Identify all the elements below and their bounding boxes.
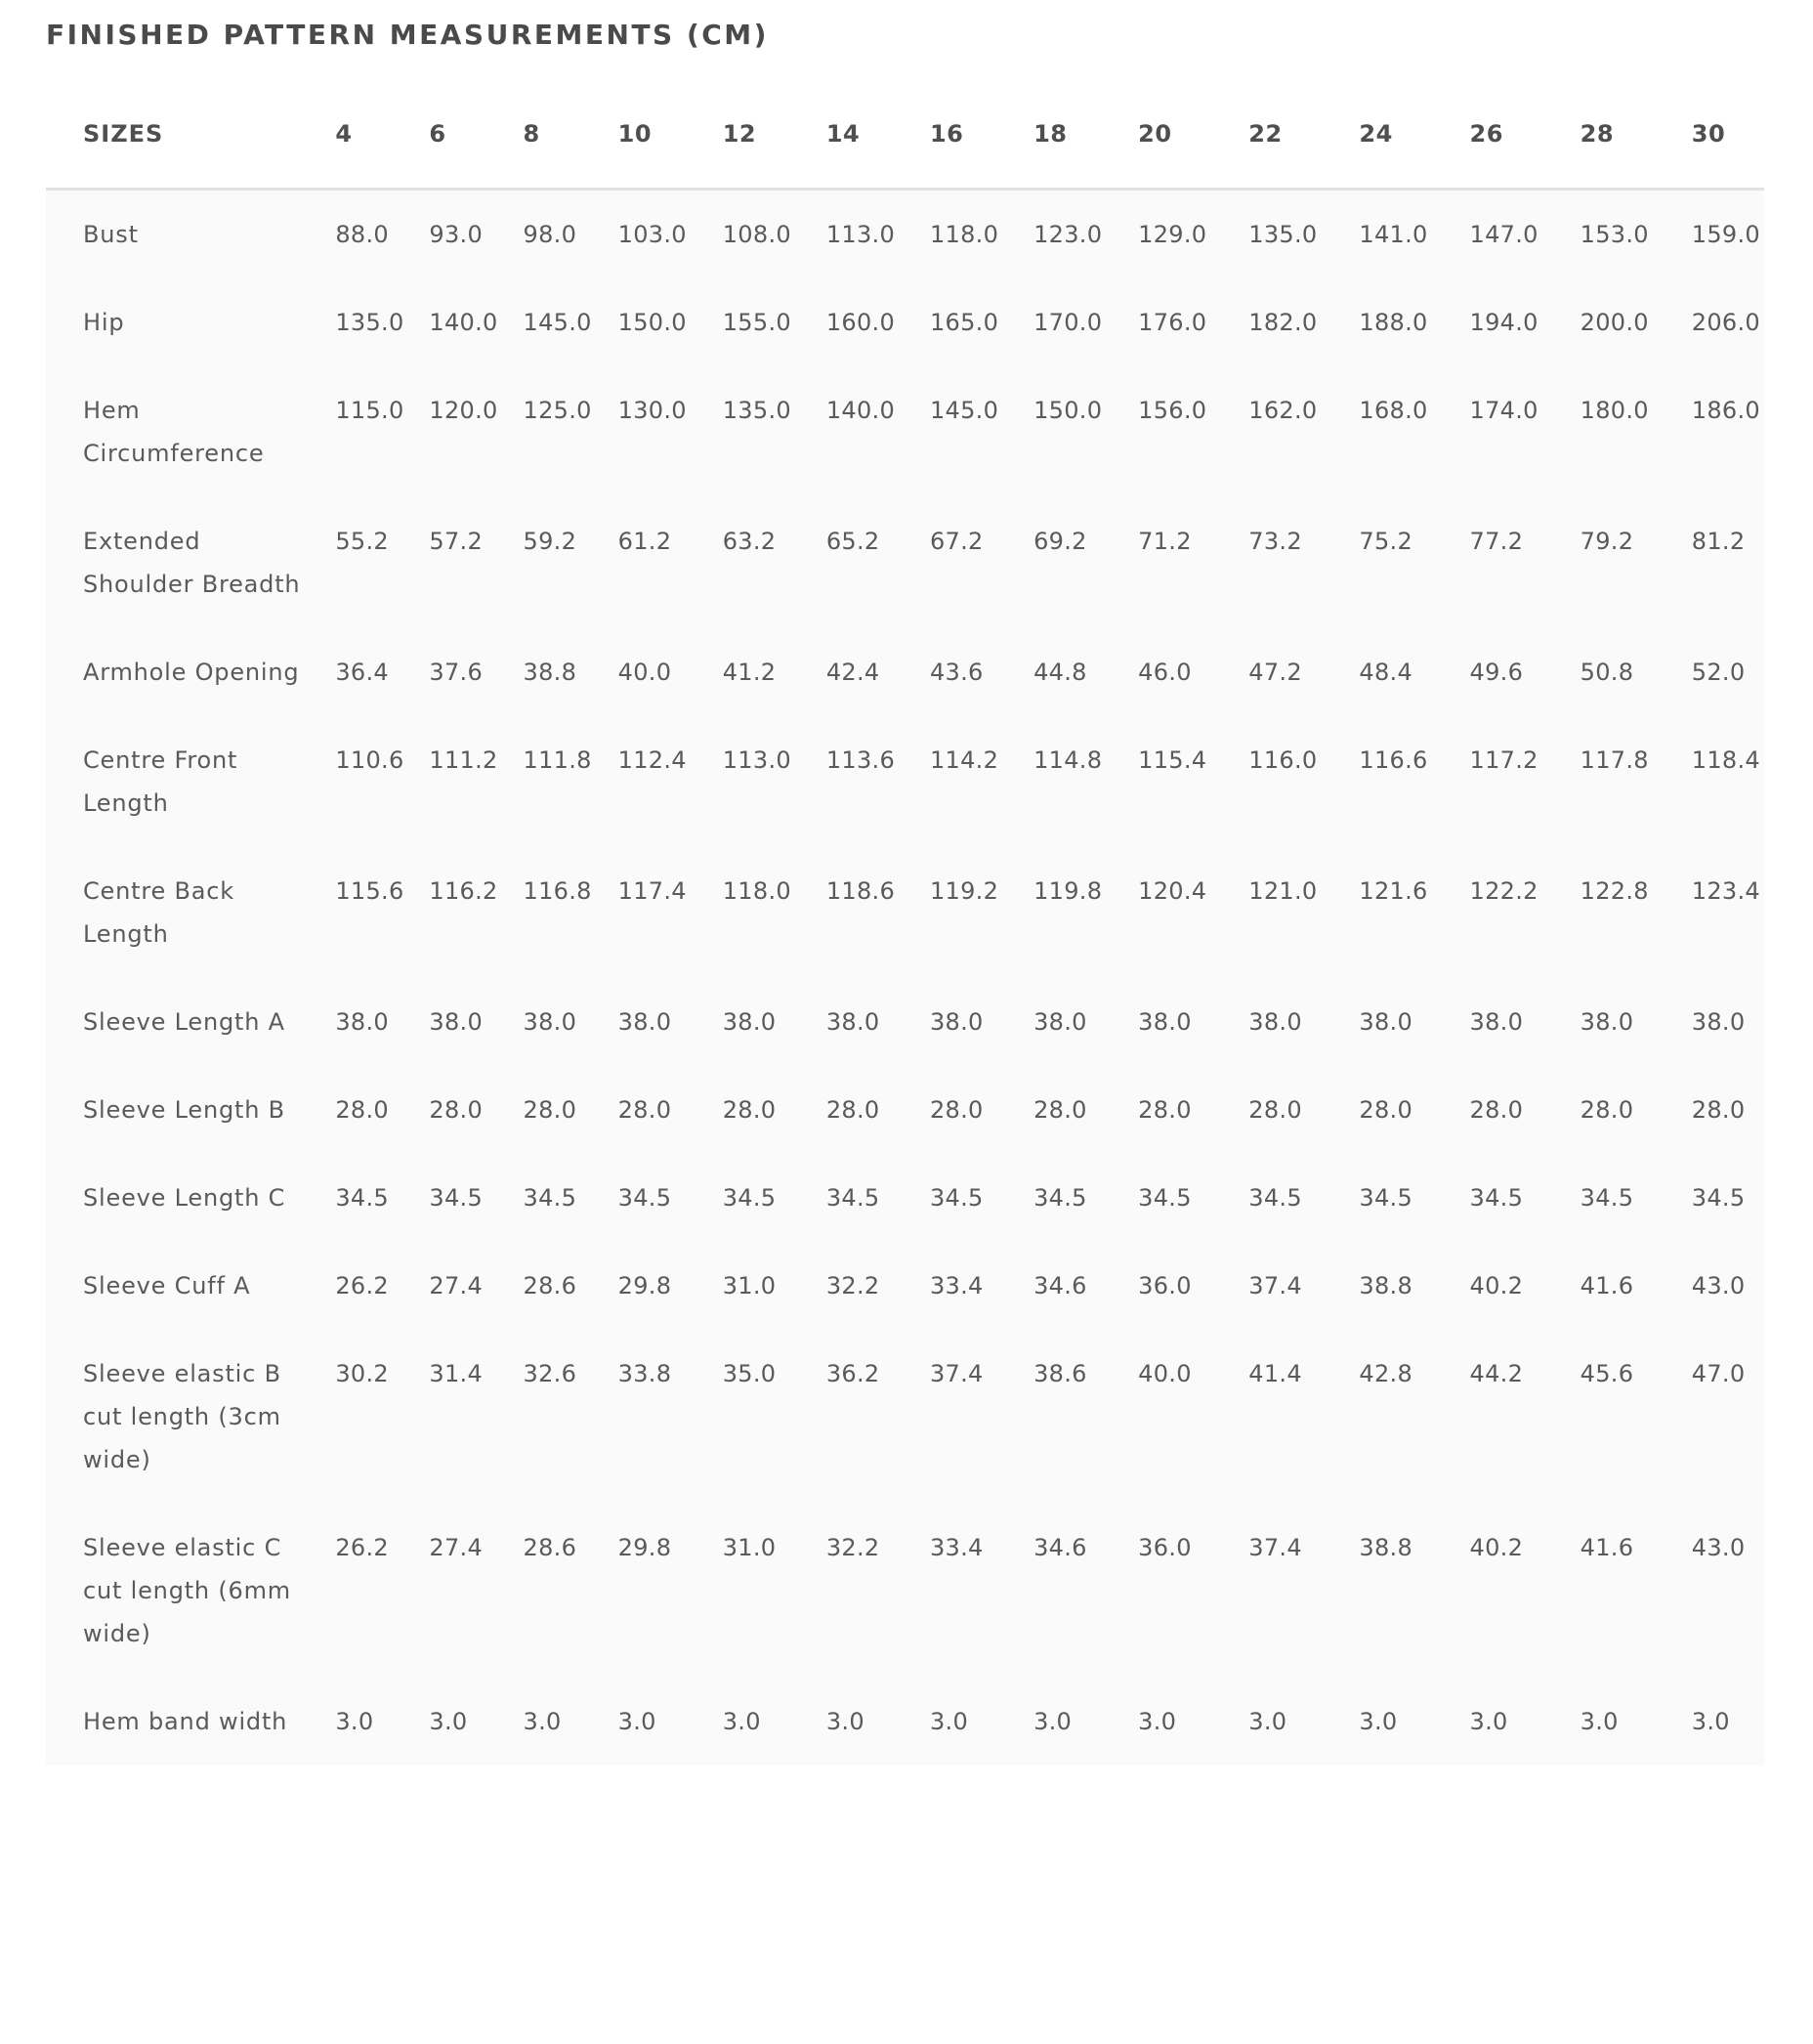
table-cell: 69.2 [1033, 527, 1087, 555]
table-cell: 117.4 [617, 876, 687, 905]
table-row [46, 1678, 1764, 1766]
table-cell: 63.2 [722, 527, 777, 555]
table-cell: 103.0 [617, 220, 687, 248]
table-cell: 34.5 [335, 1183, 389, 1212]
table-row [46, 497, 1764, 628]
size-header: 4 [335, 119, 353, 148]
row-label: Centre Front Length [83, 745, 238, 817]
table-cell: 119.8 [1033, 876, 1103, 905]
table-cell: 28.0 [1580, 1095, 1634, 1124]
table-cell: 28.0 [617, 1095, 672, 1124]
size-header: 10 [617, 119, 653, 148]
table-cell: 123.0 [1033, 220, 1103, 248]
table-cell: 3.0 [429, 1707, 468, 1735]
sizes-header: SIZES [83, 119, 164, 148]
table-cell: 38.0 [1691, 1007, 1746, 1036]
table-cell: 123.4 [1691, 876, 1761, 905]
table-cell: 36.4 [335, 658, 389, 686]
table-cell: 141.0 [1359, 220, 1428, 248]
table-cell: 174.0 [1469, 396, 1539, 424]
table-cell: 34.5 [1469, 1183, 1524, 1212]
table-cell: 33.4 [929, 1271, 984, 1299]
size-header: 16 [929, 119, 964, 148]
size-header: 30 [1691, 119, 1726, 148]
table-cell: 122.8 [1580, 876, 1649, 905]
table-cell: 168.0 [1359, 396, 1428, 424]
table-cell: 27.4 [429, 1271, 484, 1299]
table-cell: 40.0 [1138, 1359, 1192, 1387]
table-cell: 116.6 [1359, 745, 1428, 774]
table-cell: 3.0 [1691, 1707, 1730, 1735]
table-cell: 35.0 [722, 1359, 777, 1387]
table-cell: 50.8 [1580, 658, 1634, 686]
table-cell: 31.4 [429, 1359, 484, 1387]
table-cell: 159.0 [1691, 220, 1761, 248]
table-cell: 30.2 [335, 1359, 389, 1387]
table-cell: 28.0 [1138, 1095, 1192, 1124]
table-cell: 31.0 [722, 1271, 777, 1299]
table-cell: 120.4 [1138, 876, 1207, 905]
table-cell: 61.2 [617, 527, 672, 555]
table-cell: 125.0 [523, 396, 592, 424]
table-cell: 93.0 [429, 220, 484, 248]
table-cell: 116.8 [523, 876, 592, 905]
table-cell: 28.6 [523, 1533, 577, 1561]
table-cell: 140.0 [825, 396, 896, 424]
row-label: Hem Circumference [83, 396, 265, 467]
table-cell: 26.2 [335, 1271, 389, 1299]
table-row [46, 1504, 1764, 1678]
page-title: FINISHED PATTERN MEASUREMENTS (CM) [46, 19, 769, 51]
table-cell: 75.2 [1359, 527, 1413, 555]
table-cell: 113.6 [825, 745, 896, 774]
table-cell: 130.0 [617, 396, 687, 424]
table-cell: 38.0 [1359, 1007, 1413, 1036]
table-cell: 26.2 [335, 1533, 389, 1561]
table-cell: 3.0 [1248, 1707, 1287, 1735]
table-cell: 37.4 [1248, 1533, 1302, 1561]
table-header [46, 80, 1764, 189]
table-cell: 28.0 [523, 1095, 577, 1124]
table-cell: 37.4 [929, 1359, 984, 1387]
table-cell: 155.0 [722, 308, 791, 336]
table-cell: 165.0 [929, 308, 999, 336]
table-cell: 28.0 [429, 1095, 484, 1124]
table-cell: 38.0 [523, 1007, 577, 1036]
table-cell: 38.0 [617, 1007, 672, 1036]
table-cell: 37.6 [429, 658, 484, 686]
table-cell: 34.5 [523, 1183, 577, 1212]
table-cell: 200.0 [1580, 308, 1649, 336]
table-cell: 38.0 [1248, 1007, 1302, 1036]
table-cell: 34.5 [929, 1183, 984, 1212]
row-label: Centre Back Length [83, 876, 234, 948]
row-label: Armhole Opening [83, 658, 300, 686]
table-cell: 38.8 [1359, 1533, 1413, 1561]
table-body [46, 189, 1764, 1766]
table-cell: 121.0 [1248, 876, 1318, 905]
table-cell: 28.6 [523, 1271, 577, 1299]
table-cell: 150.0 [1033, 396, 1103, 424]
row-label: Hip [83, 308, 125, 336]
table-cell: 3.0 [617, 1707, 656, 1735]
size-header: 12 [722, 119, 757, 148]
size-header: 20 [1138, 119, 1172, 148]
table-cell: 34.5 [722, 1183, 777, 1212]
table-cell: 111.2 [429, 745, 498, 774]
table-row [46, 1066, 1764, 1154]
table-cell: 147.0 [1469, 220, 1539, 248]
table-cell: 135.0 [335, 308, 404, 336]
row-label: Sleeve elastic B cut length (3cm wide) [83, 1359, 281, 1473]
table-cell: 111.8 [523, 745, 592, 774]
table-cell: 120.0 [429, 396, 498, 424]
table-cell: 41.6 [1580, 1533, 1634, 1561]
table-row [46, 847, 1764, 978]
table-cell: 73.2 [1248, 527, 1302, 555]
table-cell: 28.0 [335, 1095, 389, 1124]
table-cell: 121.6 [1359, 876, 1428, 905]
table-cell: 3.0 [1359, 1707, 1398, 1735]
size-header: 24 [1359, 119, 1393, 148]
table-cell: 28.0 [1033, 1095, 1087, 1124]
table-cell: 32.2 [825, 1533, 880, 1561]
table-cell: 43.6 [929, 658, 984, 686]
table-cell: 44.8 [1033, 658, 1087, 686]
row-label: Bust [83, 220, 139, 248]
table-cell: 28.0 [1691, 1095, 1746, 1124]
size-header: 18 [1033, 119, 1068, 148]
table-cell: 145.0 [523, 308, 592, 336]
table-cell: 114.2 [929, 745, 999, 774]
table-cell: 108.0 [722, 220, 791, 248]
table-cell: 34.5 [1248, 1183, 1302, 1212]
table-row [46, 366, 1764, 497]
table-cell: 180.0 [1580, 396, 1649, 424]
size-header: 22 [1248, 119, 1283, 148]
table-cell: 47.0 [1691, 1359, 1746, 1387]
table-cell: 186.0 [1691, 396, 1761, 424]
table-cell: 32.6 [523, 1359, 577, 1387]
table-cell: 3.0 [929, 1707, 969, 1735]
table-cell: 28.0 [825, 1095, 880, 1124]
size-header: 6 [429, 119, 446, 148]
table-row [46, 628, 1764, 716]
table-cell: 36.2 [825, 1359, 880, 1387]
table-cell: 49.6 [1469, 658, 1524, 686]
table-cell: 140.0 [429, 308, 498, 336]
table-cell: 206.0 [1691, 308, 1761, 336]
table-row [46, 1242, 1764, 1330]
table-row [46, 1154, 1764, 1242]
table-cell: 3.0 [722, 1707, 761, 1735]
table-cell: 38.0 [929, 1007, 984, 1036]
table-cell: 28.0 [1248, 1095, 1302, 1124]
table-cell: 38.0 [335, 1007, 389, 1036]
table-cell: 57.2 [429, 527, 484, 555]
table-cell: 47.2 [1248, 658, 1302, 686]
table-cell: 113.0 [722, 745, 791, 774]
table-cell: 116.0 [1248, 745, 1318, 774]
table-cell: 45.6 [1580, 1359, 1634, 1387]
table-cell: 38.0 [429, 1007, 484, 1036]
table-cell: 38.0 [1580, 1007, 1634, 1036]
table-cell: 28.0 [929, 1095, 984, 1124]
table-cell: 37.4 [1248, 1271, 1302, 1299]
row-label: Sleeve Length C [83, 1183, 286, 1212]
table-cell: 27.4 [429, 1533, 484, 1561]
table-cell: 3.0 [1469, 1707, 1508, 1735]
row-label: Extended Shoulder Breadth [83, 527, 301, 598]
table-cell: 115.6 [335, 876, 404, 905]
table-cell: 34.5 [1691, 1183, 1746, 1212]
table-cell: 145.0 [929, 396, 999, 424]
table-cell: 153.0 [1580, 220, 1649, 248]
table-cell: 122.2 [1469, 876, 1539, 905]
table-cell: 112.4 [617, 745, 687, 774]
table-cell: 29.8 [617, 1533, 672, 1561]
table-cell: 40.2 [1469, 1533, 1524, 1561]
row-label: Sleeve elastic C cut length (6mm wide) [83, 1533, 291, 1647]
table-cell: 188.0 [1359, 308, 1428, 336]
table-cell: 33.8 [617, 1359, 672, 1387]
table-cell: 34.5 [429, 1183, 484, 1212]
table-cell: 117.2 [1469, 745, 1539, 774]
table-cell: 40.0 [617, 658, 672, 686]
table-cell: 34.6 [1033, 1271, 1087, 1299]
table-cell: 176.0 [1138, 308, 1207, 336]
table-cell: 36.0 [1138, 1271, 1192, 1299]
table-cell: 118.6 [825, 876, 896, 905]
table-cell: 115.0 [335, 396, 404, 424]
table-cell: 32.2 [825, 1271, 880, 1299]
table-row [46, 716, 1764, 847]
table-cell: 118.0 [929, 220, 999, 248]
table-cell: 162.0 [1248, 396, 1318, 424]
table-cell: 115.4 [1138, 745, 1207, 774]
table-cell: 3.0 [335, 1707, 374, 1735]
table-cell: 43.0 [1691, 1533, 1746, 1561]
table-cell: 118.4 [1691, 745, 1761, 774]
table-cell: 38.0 [1138, 1007, 1192, 1036]
table-cell: 44.2 [1469, 1359, 1524, 1387]
table-cell: 170.0 [1033, 308, 1103, 336]
table-cell: 135.0 [1248, 220, 1318, 248]
table-cell: 36.0 [1138, 1533, 1192, 1561]
size-header: 8 [523, 119, 540, 148]
table-cell: 98.0 [523, 220, 577, 248]
table-cell: 34.5 [1580, 1183, 1634, 1212]
table-cell: 28.0 [1359, 1095, 1413, 1124]
table-cell: 41.6 [1580, 1271, 1634, 1299]
size-header: 26 [1469, 119, 1503, 148]
table-cell: 67.2 [929, 527, 984, 555]
table-cell: 29.8 [617, 1271, 672, 1299]
table-cell: 34.5 [1359, 1183, 1413, 1212]
table-cell: 38.8 [1359, 1271, 1413, 1299]
table-cell: 110.6 [335, 745, 404, 774]
table-cell: 38.0 [1033, 1007, 1087, 1036]
table-cell: 118.0 [722, 876, 791, 905]
table-cell: 3.0 [1138, 1707, 1177, 1735]
table-cell: 38.0 [722, 1007, 777, 1036]
table-cell: 42.4 [825, 658, 880, 686]
table-cell: 81.2 [1691, 527, 1746, 555]
table-row [46, 1330, 1764, 1504]
table-cell: 38.0 [825, 1007, 880, 1036]
row-label: Sleeve Cuff A [83, 1271, 251, 1299]
measurements-table [46, 80, 1764, 1766]
table-cell: 119.2 [929, 876, 999, 905]
table-cell: 41.2 [722, 658, 777, 686]
table-row [46, 189, 1764, 278]
table-cell: 150.0 [617, 308, 687, 336]
table-cell: 88.0 [335, 220, 389, 248]
row-label: Sleeve Length A [83, 1007, 285, 1036]
table-cell: 113.0 [825, 220, 896, 248]
table-cell: 135.0 [722, 396, 791, 424]
table-cell: 46.0 [1138, 658, 1192, 686]
table-cell: 38.8 [523, 658, 577, 686]
table-cell: 3.0 [523, 1707, 562, 1735]
table-cell: 48.4 [1359, 658, 1413, 686]
table-cell: 28.0 [722, 1095, 777, 1124]
table-cell: 33.4 [929, 1533, 984, 1561]
table-cell: 34.5 [1138, 1183, 1192, 1212]
table-cell: 77.2 [1469, 527, 1524, 555]
table-cell: 34.5 [1033, 1183, 1087, 1212]
table-cell: 40.2 [1469, 1271, 1524, 1299]
table-cell: 52.0 [1691, 658, 1746, 686]
table-cell: 38.0 [1469, 1007, 1524, 1036]
table-cell: 114.8 [1033, 745, 1103, 774]
table-cell: 194.0 [1469, 308, 1539, 336]
header-row [46, 80, 1764, 189]
table-cell: 116.2 [429, 876, 498, 905]
table-cell: 34.5 [617, 1183, 672, 1212]
table-row [46, 978, 1764, 1066]
table-cell: 3.0 [825, 1707, 864, 1735]
table-cell: 79.2 [1580, 527, 1634, 555]
row-label: Sleeve Length B [83, 1095, 285, 1124]
size-header: 14 [825, 119, 861, 148]
table-cell: 42.8 [1359, 1359, 1413, 1387]
size-header: 28 [1580, 119, 1615, 148]
table-cell: 28.0 [1469, 1095, 1524, 1124]
table-cell: 182.0 [1248, 308, 1318, 336]
table-cell: 38.6 [1033, 1359, 1087, 1387]
row-label: Hem band width [83, 1707, 288, 1735]
table-cell: 3.0 [1033, 1707, 1073, 1735]
table-cell: 160.0 [825, 308, 896, 336]
table-cell: 65.2 [825, 527, 880, 555]
table-cell: 117.8 [1580, 745, 1649, 774]
table-cell: 156.0 [1138, 396, 1207, 424]
table-cell: 41.4 [1248, 1359, 1302, 1387]
table-cell: 34.5 [825, 1183, 880, 1212]
table-cell: 3.0 [1580, 1707, 1619, 1735]
table-cell: 59.2 [523, 527, 577, 555]
table-cell: 43.0 [1691, 1271, 1746, 1299]
table-cell: 71.2 [1138, 527, 1192, 555]
table-cell: 129.0 [1138, 220, 1207, 248]
table-cell: 55.2 [335, 527, 389, 555]
table-cell: 31.0 [722, 1533, 777, 1561]
table-row [46, 278, 1764, 366]
table-cell: 34.6 [1033, 1533, 1087, 1561]
